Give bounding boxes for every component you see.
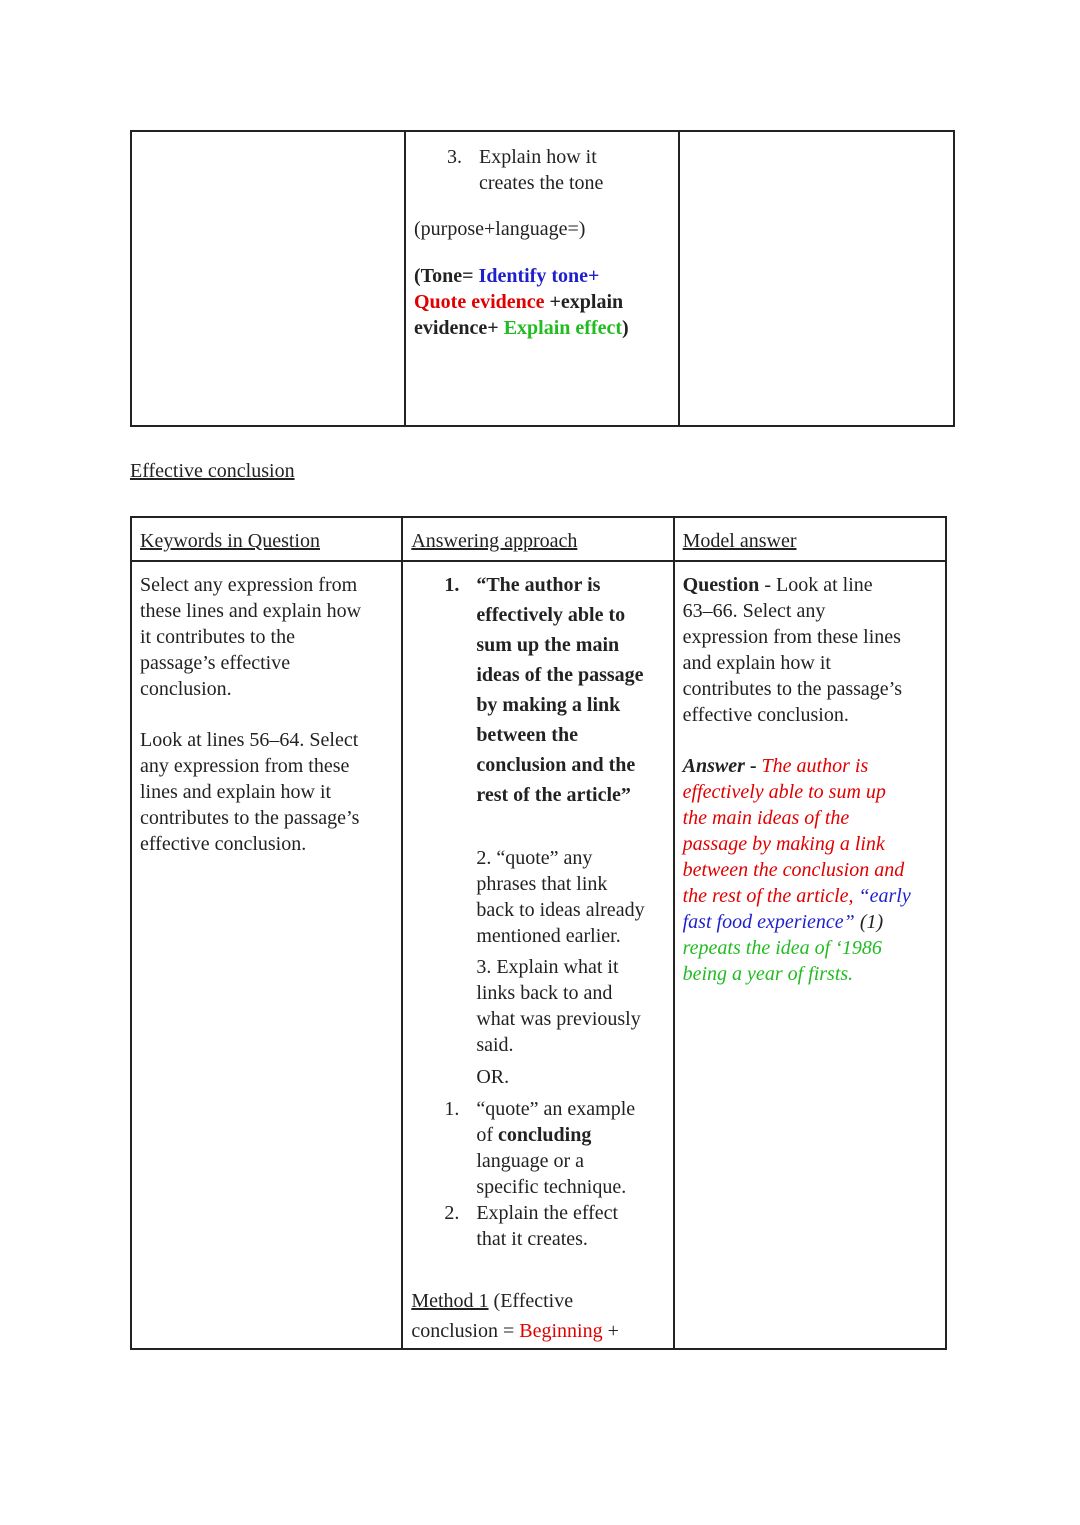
model-cell bbox=[674, 561, 946, 1349]
alt-step2: 2. Explain the effect bbox=[444, 1202, 619, 1224]
step1-line: effectively able to bbox=[476, 604, 626, 626]
keyword-line: lines and explain how it bbox=[140, 781, 332, 803]
step1-line: sum up the main bbox=[476, 634, 620, 656]
approach-cell bbox=[402, 561, 673, 1349]
step3-line: what was previously bbox=[476, 1008, 641, 1030]
question-line: 63–66. Select any bbox=[682, 600, 826, 622]
or-label: OR. bbox=[476, 1066, 510, 1088]
keyword-line: these lines and explain how bbox=[140, 600, 362, 622]
header-keywords: Keywords in Question bbox=[131, 517, 402, 561]
keywords-cell bbox=[131, 561, 402, 1349]
step3-line: links back to and bbox=[476, 982, 613, 1004]
step1-line: conclusion and the bbox=[476, 754, 636, 776]
answer-line: the rest of the article, “early bbox=[682, 885, 911, 907]
step3-text: creates the tone bbox=[479, 172, 604, 194]
alt-step1-line: of concluding bbox=[476, 1124, 592, 1146]
formula-text: (purpose+language=) bbox=[414, 218, 586, 240]
method-line2: conclusion = Beginning + bbox=[411, 1320, 619, 1342]
step2-line: back to ideas already bbox=[476, 899, 645, 921]
keyword-line: passage’s effective bbox=[140, 652, 291, 674]
alt-step2-line: that it creates. bbox=[476, 1228, 588, 1250]
keyword-line: Select any expression from bbox=[140, 574, 358, 596]
question-line: Question - Look at line bbox=[682, 574, 873, 596]
approach-step1 bbox=[411, 570, 664, 810]
step2-line: phrases that link bbox=[476, 873, 608, 895]
keyword-line: it contributes to the bbox=[140, 626, 295, 648]
question-line: contributes to the passage’s bbox=[682, 678, 903, 700]
step3-line: 3. Explain what it bbox=[476, 956, 619, 978]
step3-line: said. bbox=[476, 1034, 514, 1056]
step2-line: mentioned earlier. bbox=[476, 925, 621, 947]
answer-line: the main ideas of the bbox=[682, 807, 850, 829]
keyword-line: Look at lines 56–64. Select bbox=[140, 729, 359, 751]
section-title: Effective conclusion bbox=[130, 460, 295, 482]
keyword-line: effective conclusion. bbox=[140, 833, 307, 855]
header-model: Model answer bbox=[674, 517, 946, 561]
answer-line: repeats the idea of ‘1986 bbox=[682, 937, 882, 959]
step1-line: rest of the article” bbox=[476, 784, 631, 806]
alt-step1-line: specific technique. bbox=[476, 1176, 627, 1198]
question-line: and explain how it bbox=[682, 652, 831, 674]
keyword-line: any expression from these bbox=[140, 755, 350, 777]
answer-line: passage by making a link bbox=[682, 833, 885, 855]
conclusion-table bbox=[130, 516, 947, 1350]
method-line: Method 1 (Effective bbox=[411, 1290, 574, 1312]
answer-line: being a year of firsts. bbox=[682, 963, 854, 985]
answer-line: effectively able to sum up bbox=[682, 781, 886, 803]
tone-keywords-cell bbox=[131, 131, 405, 426]
tone-formula-line2: Quote evidence +explain bbox=[414, 291, 624, 313]
step1-line: by making a link bbox=[476, 694, 621, 716]
answer-line: fast food experience” (1) bbox=[682, 911, 884, 933]
step1-line: ideas of the passage bbox=[476, 664, 644, 686]
tone-formula: (Tone= Identify tone+ bbox=[414, 265, 600, 287]
alt-step1-line: language or a bbox=[476, 1150, 585, 1172]
header-approach: Answering approach bbox=[402, 517, 673, 561]
question-line: expression from these lines bbox=[682, 626, 901, 648]
keyword-line: conclusion. bbox=[140, 678, 232, 700]
answer-line: between the conclusion and bbox=[682, 859, 905, 881]
step3-item: 3. Explain how it bbox=[447, 146, 597, 168]
alt-step1: 1. “quote” an example bbox=[444, 1098, 636, 1120]
step1-line: between the bbox=[476, 724, 578, 746]
tone-formula-line3: evidence+ Explain effect) bbox=[414, 317, 629, 339]
keyword-line: contributes to the passage’s bbox=[140, 807, 360, 829]
answer-line: Answer - The author is bbox=[682, 755, 869, 777]
question-line: effective conclusion. bbox=[682, 704, 849, 726]
tone-model-cell bbox=[679, 131, 954, 426]
step1-line: 1. “The author is bbox=[444, 574, 601, 596]
tone-approach-cell bbox=[405, 131, 679, 426]
tone-table bbox=[130, 130, 955, 427]
step2-line: 2. “quote” any bbox=[476, 847, 593, 869]
